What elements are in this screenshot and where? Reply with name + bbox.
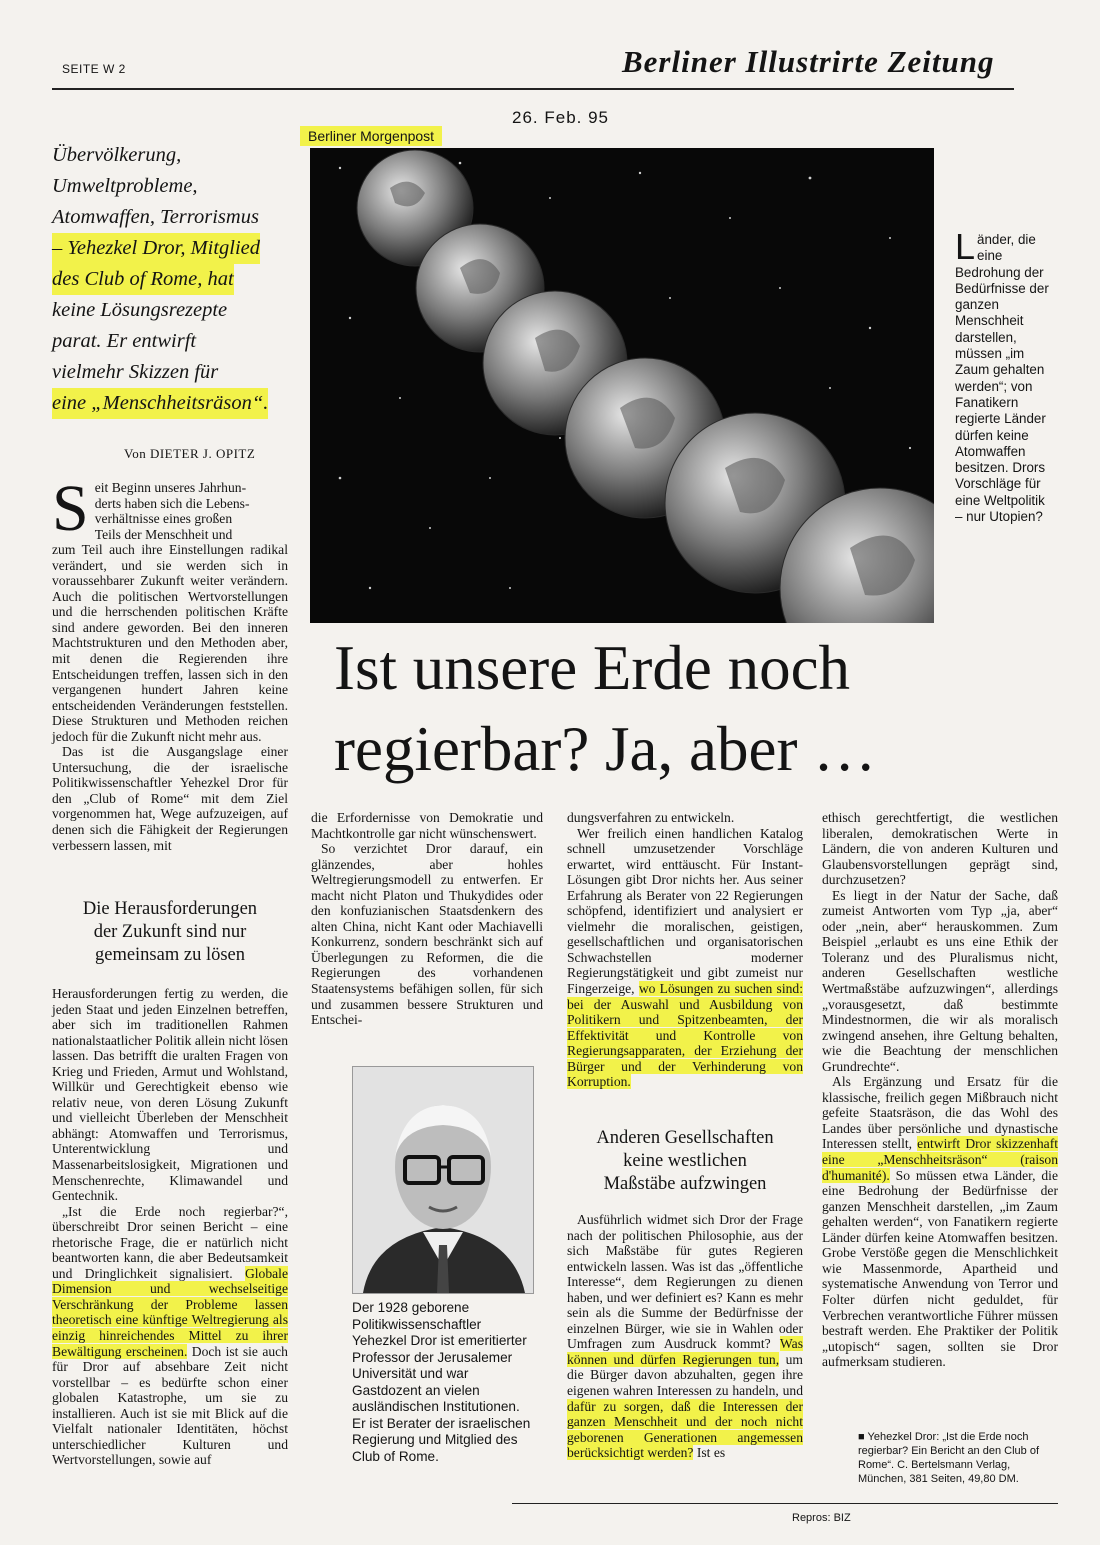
globes-image (310, 148, 934, 623)
caption-line: werden“; von (955, 378, 1033, 394)
caption-line: Menschheit (955, 313, 1024, 329)
intro-line: keine Lösungsrezepte (52, 299, 228, 321)
subhead-line: keine westlichen (623, 1151, 747, 1171)
column-3 (567, 810, 803, 1090)
portrait-photo (352, 1066, 534, 1294)
date-stamp: 26. Feb. 95 (512, 108, 610, 127)
column-2 (311, 810, 543, 1028)
col1-subhead (52, 898, 288, 967)
text-run: Ist es (693, 1445, 726, 1461)
subhead-line: der Zukunft sind nur (93, 922, 247, 942)
intro-line: des Club of Rome, hat (52, 264, 234, 295)
col1-first-line: eit Beginn unseres Jahrhun- (94, 480, 247, 495)
caption-line: – nur Utopien? (955, 509, 1043, 525)
text-run: Wer freilich einen handlichen Katalog schnell umzusetzender Vorschläge erwartet, wird enttäuscht. Für Instant-Lösungen gibt Dror nichts her. Aus seiner Erfahrung als Berater von 22 Regierungen schöpfend, identifiziert und analysiert er vielmehr die moralischen, geistigen, gesellschaftlichen und organisatorischen Schwachstellen moderner Regierungstätigkeit und gibt zumeist nur Fingerzeige, (567, 825, 803, 997)
intro-line: Übervölkerung, (52, 144, 182, 166)
caption-line: Bedrohung der (955, 264, 1044, 280)
caption-line: müssen „im (955, 346, 1025, 362)
intro-deck (52, 140, 292, 419)
text-run: So müssen etwa Länder, die eine Bedrohung der Bedürfnisse der ganzen Menschheit darstellen, „im Zaum gehalten werden“, von Fanatikern regierte Länder dürfen keine Atomwaffen besitzen. Grobe Verstöße gegen die Menschlichkeit wie Massenmorde, Apartheid und systematische Anwendung von Terror und Folter dürfen nicht geduldet, für Verbrechen verantwortliche Führer müssen bestraft werden. Ehe Praktiker der Politik „utopisch“ sagen, sollten sie Dror aufmerksam studieren. (822, 1167, 1058, 1370)
photo-caption: Der 1928 geborene Politikwissenschaftler Yehezkel Dror ist emeritierter Professor der Jerusalemer Universität und war Gastdozent an vielen ausländischen Institutionen. Er ist Berater der israelischen Regierung und Mitglied des Club of Rome. (352, 1300, 531, 1464)
bottom-rule (512, 1503, 1058, 1504)
col4-paragraph: ethisch gerechtfertigt, die westlichen liberalen, demokratischen Werte in Ländern, die von anderen Kulturen und Glaubensvorstellungen geprägt sind, durchzusetzen? (822, 810, 1058, 888)
portrait-illustration (353, 1067, 533, 1293)
col1-paragraph: Das ist die Ausgangslage einer Untersuchung, die der israelische Politikwissenschaftler Yehezkel Dror für den „Club of Rome“ mit dem Ziel vorgenommen hat, Wege aufzuzeigen, auf denen sich die Fähigkeit der Regierungen verbessern lassen, mit (52, 744, 288, 853)
col2-paragraph: So verzichtet Dror darauf, ein glänzendes, aber hohles Weltregierungsmodell zu entwerfen. Er macht nicht Platon und Thukydides oder den konfuzianischen Staatsdenkern des alten China, nicht Kant oder Machiavelli Konkurrenz, sondern beschränkt sich auf Überlegungen zu Reformen, die die Regierungen des vorhandenen Staatensystems befähigen sollen, für sich und zusammen bessere Strukturen und Entschei- (311, 841, 543, 1028)
headline-line: regierbar? Ja, aber … (334, 714, 877, 784)
subhead-line: Maßstäbe aufzwingen (603, 1174, 767, 1194)
col4-paragraph (822, 1074, 1058, 1369)
intro-line: vielmehr Skizzen für (52, 361, 219, 383)
square-bullet-icon: ■ (858, 1431, 865, 1443)
caption-line: regierte Länder (955, 411, 1046, 427)
masthead-rule (52, 88, 1014, 90)
source-tag: Berliner Morgenpost (300, 126, 442, 146)
caption-line: besitzen. Drors (955, 460, 1046, 476)
repro-credit: Repros: BIZ (792, 1512, 851, 1524)
col1-paragraph: zum Teil auch ihre Einstellungen radikal verändert, und sie werden sich in voraussehbarer Zukunft weiter verändern. Auch die politischen Wertvorstellungen und die herrschenden politischen Kräfte sind andere geworden. Bei den inneren Machtstrukturen und den Methoden aber, mit denen die Regierenden ihre Entscheidungen treffen, lassen sich in den vergangenen hundert Jahren keine entscheidenden Veränderungen feststellen. Diese Strukturen und Methoden reichen jedoch für die Zukunft nicht mehr aus. (52, 542, 288, 744)
caption-line: eine (977, 248, 1003, 264)
col1-paragraph (52, 1204, 288, 1468)
col2-paragraph: die Erfordernisse von Demokratie und Machtkontrolle gar nicht wünschenswert. (311, 810, 543, 841)
book-note: Yehezkel Dror: „Ist die Erde noch regierbar? Ein Bericht an den Club of Rome“. C. Bertelsmann Verlag, München, 381 Seiten, 49,80 DM. (858, 1431, 1039, 1485)
text-run: Als Ergänzung und Ersatz für die klassische, freilich gegen Mißbrauch nicht gefeite Staatsräson, die das Wohl des Landes über persönliche und dynastische Interessen stellt, (822, 1074, 1058, 1152)
caption-line: änder, die (977, 232, 1036, 247)
caption-line: ganzen (955, 297, 999, 313)
highlighted-text: dafür zu sorgen, daß die Interessen der ganzen Menschheit und der noch nicht geborenen Generationen angemessen berücksichtigt werden? (567, 1398, 803, 1461)
caption-line: dürfen keine (955, 427, 1029, 443)
subhead-line: Anderen Gesellschaften (596, 1128, 774, 1148)
col1-first-line: derts haben sich die Lebens- (94, 495, 250, 511)
col3-paragraph (567, 826, 803, 1090)
headline (334, 628, 1054, 790)
intro-line: Umweltprobleme, (52, 175, 198, 197)
col3-paragraph: dungsverfahren zu entwickeln. (567, 810, 735, 825)
globes-illustration (310, 148, 934, 623)
col1-paragraph: Herausforderungen fertig zu werden, die jeden Staat und jeden Einzelnen betreffen, aber sich im traditionellen Rahmen nationalstaatlicher Politik allein nicht lösen lassen. Das betrifft die uralten Fragen von Krieg und Frieden, Armut und Wohlstand, Willkür und Gerechtigkeit ebenso wie relativ neue, von deren Lösung Zukunft und vielleicht Überleben der Menschheit abhängt: Atomwaffen und Terrorismus, Unterentwicklung und Massenarbeitslosigkeit, Migrationen und Menschenrechte, Klimawandel und Gentechnik. (52, 986, 288, 1204)
book-reference (858, 1430, 1058, 1486)
caption-line: Zaum gehalten (955, 362, 1045, 378)
subhead-line: gemeinsam zu lösen (94, 945, 245, 965)
intro-line: – Yehezkel Dror, Mitglied (52, 233, 260, 264)
column-1-continued (52, 986, 288, 1468)
text-run: „Ist die Erde noch regierbar?“, überschreibt Dror seinen Bericht – eine rhetorische Frage, die er natürlich nicht beantworten kann, die aber Bedeutsamkeit und Dringlichkeit signalisiert. (52, 1203, 288, 1281)
highlighted-text: Globale Dimension und wechselseitige Verschränkung der Probleme lassen theoretisch eine künftige Weltregierung als einzig hinreichendes Mittel zu ihrer Bewältigung erscheinen. (52, 1265, 288, 1359)
image-side-caption (955, 226, 1067, 525)
highlighted-text: entwirft Dror skizzenhaft eine „Menschheitsräson“ (raison d'humanité). (822, 1136, 1058, 1183)
intro-line: parat. Er entwirft (52, 330, 197, 352)
col3-subhead (567, 1127, 803, 1196)
highlighted-text: wo Lösungen zu suchen sind: bei der Auswahl und Ausbildung von Politikern und Spitzenbeamten, der Effektivität und Kontrolle von Regierungsapparaten, der Erziehung der Bürger und der Verhinderung von Korruption. (567, 981, 803, 1090)
intro-line: Atomwaffen, Terrorismus (52, 206, 259, 228)
column-4 (822, 810, 1058, 1370)
col1-first-line: verhältnisse eines großen (94, 511, 233, 527)
caption-line: eine Weltpolitik (955, 492, 1045, 508)
caption-line: Fanatikern (955, 394, 1019, 410)
col4-paragraph: Es liegt in der Natur der Sache, daß zumeist Antworten vom Typ „ja, aber“ oder „nein, aber“ herauskommen. Zum Beispiel „erlaubt es uns eine Ethik der Toleranz und des Pluralismus nicht, anderen Gesellschaften westliche Wertmaßstäbe aufzuzwingen“, allerdings „vorausgesetzt, daß bestimmte Mindestnormen, die wir als moralisch zwingend ansehen, ihre Geltung behalten, wie die Beachtung der menschlichen Grundrechte“. (822, 887, 1058, 1074)
headline-line: Ist unsere Erde noch (334, 633, 851, 703)
highlighted-text: Was können und dürfen Regierungen tun, (567, 1336, 803, 1367)
caption-dropcap: L (955, 226, 976, 267)
col1-first-line: Teils der Menschheit und (94, 526, 233, 542)
text-run: Doch ist sie auch für Dror auf absehbare Zeit nicht vorstellbar – es bedürfte schon einer globalen Katastrophe, um sie zu installieren. Auch ist sie mit Blick auf die Vielfalt nationaler Identitäten, höchst unterschiedlicher Kulturen und Wertvorstellungen, sowie auf (52, 1343, 288, 1468)
page-label: SEITE W 2 (62, 62, 126, 76)
masthead: Berliner Illustrirte Zeitung (622, 44, 995, 79)
byline: Von DIETER J. OPITZ (124, 446, 256, 461)
subhead-line: Die Herausforderungen (82, 899, 258, 919)
caption-line: Bedürfnisse der (955, 280, 1049, 296)
column-3-continued (567, 1212, 803, 1461)
text-run: um die Bürger davon abzuhalten, gegen ihre eigenen wahren Interessen zu handeln, und (567, 1351, 803, 1399)
caption-line: Atomwaffen (955, 443, 1026, 459)
intro-line: eine „Menschheitsräson“. (52, 388, 268, 419)
col3-paragraph (567, 1212, 803, 1461)
text-run: Ausführlich widmet sich Dror der Frage nach der politischen Philosophie, aus der sich Maßstäbe für gutes Regieren entwickeln lassen. Was ist das „öffentliche Interesse“, dem Regierungen zu dienen haben, und wer definiert es? Kann es mehr sein als die Summe der Bedürfnisse der einzelnen Bürger, wie sie in Wahlen oder Umfragen zum Ausdruck kommt? (567, 1212, 803, 1352)
dropcap: S (52, 472, 89, 545)
caption-line: darstellen, (955, 329, 1017, 345)
caption-line: Vorschläge für (955, 476, 1041, 492)
column-1 (52, 472, 288, 853)
